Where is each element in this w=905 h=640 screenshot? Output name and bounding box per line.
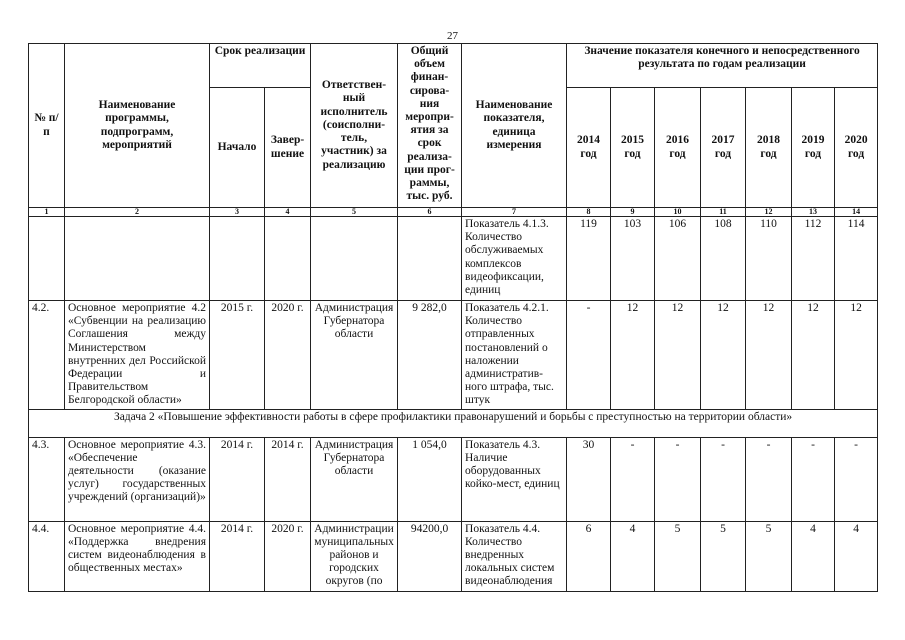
row-end: 2014 г.	[265, 437, 311, 521]
row-value: 108	[701, 217, 746, 301]
row-num: 4.2.	[29, 301, 65, 410]
row-value: 12	[835, 301, 878, 410]
task-heading: Задача 2 «Повышение эффективности работы в сфере профилактики правонарушений и борьбы с преступностью на территории области»	[29, 409, 878, 437]
column-number: 8	[567, 208, 611, 217]
table-row	[29, 521, 878, 591]
header-year: 2018 год	[746, 88, 792, 208]
column-number: 13	[792, 208, 835, 217]
row-indicator: Показатель 4.3. Наличие оборудованных койко-мест, единиц	[462, 437, 567, 521]
row-volume	[398, 217, 462, 301]
header-year: 2017 год	[701, 88, 746, 208]
table-row	[29, 217, 878, 301]
row-value: 119	[567, 217, 611, 301]
row-volume: 9 282,0	[398, 301, 462, 410]
row-value: 114	[835, 217, 878, 301]
header-year: 2016 год	[655, 88, 701, 208]
column-number-row	[29, 208, 878, 217]
row-value: -	[655, 437, 701, 521]
task-row	[29, 409, 878, 437]
table-row	[29, 437, 878, 521]
column-number: 5	[311, 208, 398, 217]
row-executor: Администрации муниципальных районов и городских округов (по	[311, 521, 398, 591]
row-value: 5	[701, 521, 746, 591]
row-value: 12	[611, 301, 655, 410]
header-values-group: Значение показателя конечного и непосредственного результата по годам реализации	[567, 44, 878, 88]
row-end: 2020 г.	[265, 301, 311, 410]
row-value: 12	[655, 301, 701, 410]
row-num: 4.3.	[29, 437, 65, 521]
header-year: 2015 год	[611, 88, 655, 208]
column-number: 7	[462, 208, 567, 217]
row-value: 4	[835, 521, 878, 591]
page-number: 27	[447, 30, 458, 42]
row-value: 106	[655, 217, 701, 301]
row-value: 4	[792, 521, 835, 591]
column-number: 12	[746, 208, 792, 217]
column-number: 6	[398, 208, 462, 217]
column-number: 9	[611, 208, 655, 217]
column-number: 4	[265, 208, 311, 217]
row-start: 2014 г.	[210, 521, 265, 591]
row-value: -	[792, 437, 835, 521]
column-number: 14	[835, 208, 878, 217]
row-executor: Администрация Губернатора области	[311, 437, 398, 521]
column-number: 3	[210, 208, 265, 217]
row-value: 6	[567, 521, 611, 591]
header-program: Наименование программы, подпрограмм, мероприятий	[65, 44, 210, 208]
header-year: 2019 год	[792, 88, 835, 208]
row-indicator: Показатель 4.4. Количество внедренных локальных систем видеонаблюдения	[462, 521, 567, 591]
row-value: 5	[655, 521, 701, 591]
row-value: 110	[746, 217, 792, 301]
header-term: Срок реализации	[210, 44, 311, 88]
row-value: -	[611, 437, 655, 521]
header-volume: Общий объем финан-сирова-ния меропри-ятия за срок реализа-ции прог-раммы, тыс. руб.	[398, 44, 462, 208]
row-program: Основное мероприятие 4.4. «Поддержка внедрения систем видеонаблюдения в общественных местах»	[65, 521, 210, 591]
row-program: Основное мероприятие 4.3. «Обеспечение деятельности (оказание услуг) государственных учреждений (организаций)»	[65, 437, 210, 521]
row-program	[65, 217, 210, 301]
row-value: 12	[701, 301, 746, 410]
header-start: Начало	[210, 88, 265, 208]
row-executor	[311, 217, 398, 301]
row-volume: 94200,0	[398, 521, 462, 591]
row-value: -	[746, 437, 792, 521]
row-value: 5	[746, 521, 792, 591]
row-value: 103	[611, 217, 655, 301]
row-value: -	[567, 301, 611, 410]
table-row	[29, 301, 878, 410]
header-year: 2014 год	[567, 88, 611, 208]
column-number: 10	[655, 208, 701, 217]
header-executor: Ответствен-ный исполнитель (соисполни-тель, участник) за реализацию	[311, 44, 398, 208]
row-indicator: Показатель 4.1.3. Количество обслуживаемых комплексов видеофиксации, единиц	[462, 217, 567, 301]
row-volume: 1 054,0	[398, 437, 462, 521]
header-num: № п/п	[29, 44, 65, 208]
header-end: Завер-шение	[265, 88, 311, 208]
column-number: 11	[701, 208, 746, 217]
row-value: -	[835, 437, 878, 521]
header-year: 2020 год	[835, 88, 878, 208]
row-value: 12	[746, 301, 792, 410]
row-num: 4.4.	[29, 521, 65, 591]
row-start: 2015 г.	[210, 301, 265, 410]
row-value: -	[701, 437, 746, 521]
row-value: 12	[792, 301, 835, 410]
row-start	[210, 217, 265, 301]
row-program: Основное мероприятие 4.2 «Субвенции на реализацию Соглашения между Министерством внутренних дел Российской Федерации и Правительством Белгородской области»	[65, 301, 210, 410]
row-start: 2014 г.	[210, 437, 265, 521]
row-value: 30	[567, 437, 611, 521]
row-value: 112	[792, 217, 835, 301]
program-table	[28, 43, 878, 592]
row-executor: Администрация Губернатора области	[311, 301, 398, 410]
row-num	[29, 217, 65, 301]
row-indicator: Показатель 4.2.1. Количество отправленных постановлений о наложении административ-ного штрафа, тыс. штук	[462, 301, 567, 410]
column-number: 2	[65, 208, 210, 217]
row-end: 2020 г.	[265, 521, 311, 591]
row-end	[265, 217, 311, 301]
row-value: 4	[611, 521, 655, 591]
header-indicator: Наименование показателя, единица измерения	[462, 44, 567, 208]
column-number: 1	[29, 208, 65, 217]
